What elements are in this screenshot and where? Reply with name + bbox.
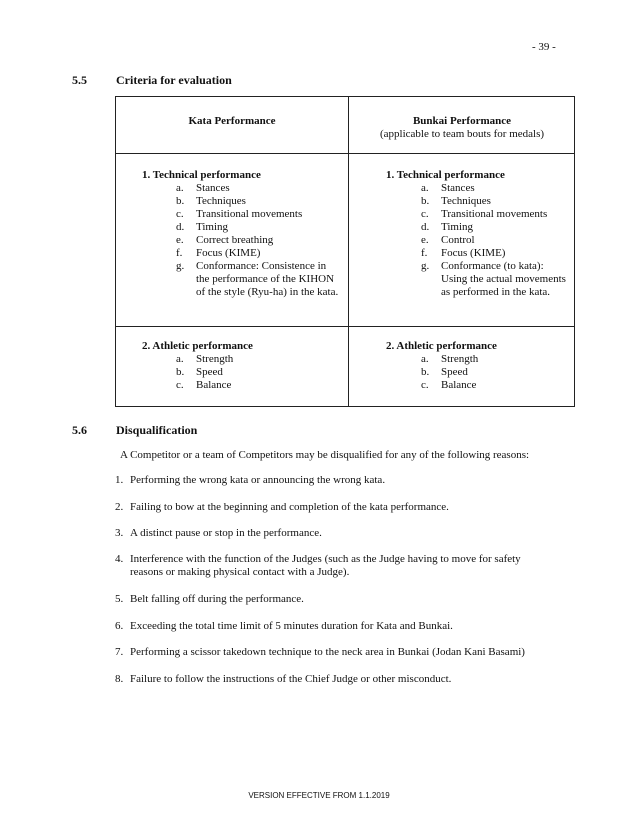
criteria-item <box>176 221 342 234</box>
disqualification-item-number: 1. <box>115 474 124 486</box>
disqualification-item <box>115 527 555 540</box>
disqualification-item <box>115 501 555 514</box>
criteria-item <box>421 208 571 221</box>
criteria-item-text: Focus (KIME) <box>441 247 506 259</box>
criteria-item-letter: e. <box>176 234 184 246</box>
disqualification-item-text: Performing the wrong kata or announcing the wrong kata. <box>130 474 386 486</box>
disqualification-item-number: 8. <box>115 673 124 685</box>
criteria-item <box>421 195 571 208</box>
kata-athletic-heading: 2. Athletic performance <box>142 340 253 352</box>
criteria-item <box>176 195 342 208</box>
criteria-item-letter: a. <box>176 353 184 365</box>
disqualification-item <box>115 593 555 606</box>
disqualification-item <box>115 673 555 686</box>
criteria-item-text: Techniques <box>196 195 246 207</box>
bunkai-performance-subheader: (applicable to team bouts for medals) <box>379 128 545 140</box>
disqualification-item-text: Failing to bow at the beginning and completion of the kata performance. <box>130 501 449 513</box>
disqualification-item <box>115 474 555 487</box>
criteria-item-text: Speed <box>196 366 223 378</box>
bunkai-technical-cell <box>386 169 571 299</box>
criteria-item-letter: a. <box>421 353 429 365</box>
column-divider <box>348 97 349 406</box>
criteria-item-text: Timing <box>196 221 229 233</box>
criteria-item-text: Stances <box>196 182 230 194</box>
disqualification-item <box>115 646 555 659</box>
disqualification-intro: A Competitor or a team of Competitors may be disqualified for any of the following reasons: <box>120 449 530 461</box>
disqualification-item-text: Interference with the function of the Judges (such as the Judge having to move for safety reasons or making physical contact with a Judge). <box>130 553 521 578</box>
criteria-item <box>176 379 342 392</box>
criteria-item-text: Techniques <box>441 195 491 207</box>
criteria-item <box>421 353 571 366</box>
criteria-item-text: Transitional movements <box>441 208 548 220</box>
disqualification-item-text: Failure to follow the instructions of the Chief Judge or other misconduct. <box>130 673 452 685</box>
criteria-item <box>421 247 571 260</box>
criteria-item-letter: f. <box>421 247 428 259</box>
kata-athletic-list <box>176 353 342 392</box>
kata-technical-list <box>176 182 342 299</box>
criteria-item-letter: b. <box>421 195 430 207</box>
disqualification-item-text: Belt falling off during the performance. <box>130 593 304 605</box>
version-footer: VERSION EFFECTIVE FROM 1.1.2019 <box>248 791 390 800</box>
criteria-item-letter: c. <box>176 208 184 220</box>
criteria-item-letter: b. <box>176 195 185 207</box>
disqualification-item <box>115 553 555 579</box>
criteria-item-letter: b. <box>421 366 430 378</box>
criteria-item-text: Conformance: Consistence in the performance of the KIHON of the style (Ryu-ha) in the kata. <box>196 260 339 298</box>
criteria-item-letter: f. <box>176 247 183 259</box>
disqualification-item-number: 7. <box>115 646 124 658</box>
criteria-item <box>421 221 571 234</box>
disqualification-item-text: Performing a scissor takedown technique to the neck area in Bunkai (Jodan Kani Basami) <box>130 646 525 658</box>
criteria-item-letter: a. <box>421 182 429 194</box>
disqualification-item-number: 4. <box>115 553 124 565</box>
disqualification-item-number: 2. <box>115 501 124 513</box>
disqualification-item-text: A distinct pause or stop in the performance. <box>130 527 322 539</box>
criteria-item-text: Stances <box>441 182 475 194</box>
criteria-item-text: Control <box>441 234 475 246</box>
row-divider <box>116 153 574 154</box>
criteria-item-text: Conformance (to kata): Using the actual movements as performed in the kata. <box>441 260 566 298</box>
row-divider <box>116 326 574 327</box>
disqualification-item-text: Exceeding the total time limit of 5 minutes duration for Kata and Bunkai. <box>130 620 453 632</box>
criteria-item-letter: d. <box>176 221 185 233</box>
criteria-item-text: Strength <box>441 353 479 365</box>
criteria-item-text: Transitional movements <box>196 208 303 220</box>
disqualification-item-number: 3. <box>115 527 124 539</box>
criteria-item <box>176 234 342 247</box>
bunkai-athletic-heading: 2. Athletic performance <box>386 340 497 352</box>
bunkai-athletic-list <box>421 353 571 392</box>
kata-technical-cell <box>142 169 342 299</box>
criteria-item <box>421 260 571 299</box>
criteria-item-letter: g. <box>421 260 430 272</box>
criteria-item-text: Balance <box>441 379 477 391</box>
criteria-item <box>421 366 571 379</box>
kata-athletic-cell <box>142 340 342 392</box>
disqualification-item-number: 6. <box>115 620 124 632</box>
section-number: 5.6 <box>72 423 87 437</box>
criteria-item <box>421 379 571 392</box>
section-number: 5.5 <box>72 73 87 87</box>
criteria-item <box>176 353 342 366</box>
criteria-item-letter: c. <box>421 379 429 391</box>
criteria-item-text: Focus (KIME) <box>196 247 261 259</box>
criteria-item <box>176 260 342 299</box>
criteria-item-text: Balance <box>196 379 232 391</box>
criteria-item-letter: g. <box>176 260 185 272</box>
criteria-item-text: Speed <box>441 366 468 378</box>
criteria-item-text: Strength <box>196 353 234 365</box>
bunkai-performance-header: Bunkai Performance <box>412 115 512 127</box>
section-title: Disqualification <box>116 423 198 437</box>
criteria-item <box>421 234 571 247</box>
criteria-item-text: Timing <box>441 221 474 233</box>
criteria-item <box>176 182 342 195</box>
bunkai-technical-heading: 1. Technical performance <box>386 169 505 181</box>
disqualification-item-number: 5. <box>115 593 124 605</box>
criteria-item <box>176 247 342 260</box>
criteria-item <box>421 182 571 195</box>
criteria-item-text: Correct breathing <box>196 234 274 246</box>
kata-technical-heading: 1. Technical performance <box>142 169 261 181</box>
criteria-item-letter: e. <box>421 234 429 246</box>
criteria-item-letter: a. <box>176 182 184 194</box>
bunkai-technical-list <box>421 182 571 299</box>
criteria-item-letter: c. <box>421 208 429 220</box>
criteria-item-letter: d. <box>421 221 430 233</box>
kata-performance-header: Kata Performance <box>188 115 276 127</box>
criteria-item-letter: c. <box>176 379 184 391</box>
criteria-item <box>176 366 342 379</box>
evaluation-criteria-table <box>115 96 575 407</box>
criteria-item <box>176 208 342 221</box>
disqualification-item <box>115 620 555 633</box>
page-number: - 39 - <box>532 41 556 53</box>
criteria-item-letter: b. <box>176 366 185 378</box>
bunkai-athletic-cell <box>386 340 571 392</box>
section-title: Criteria for evaluation <box>116 73 232 87</box>
